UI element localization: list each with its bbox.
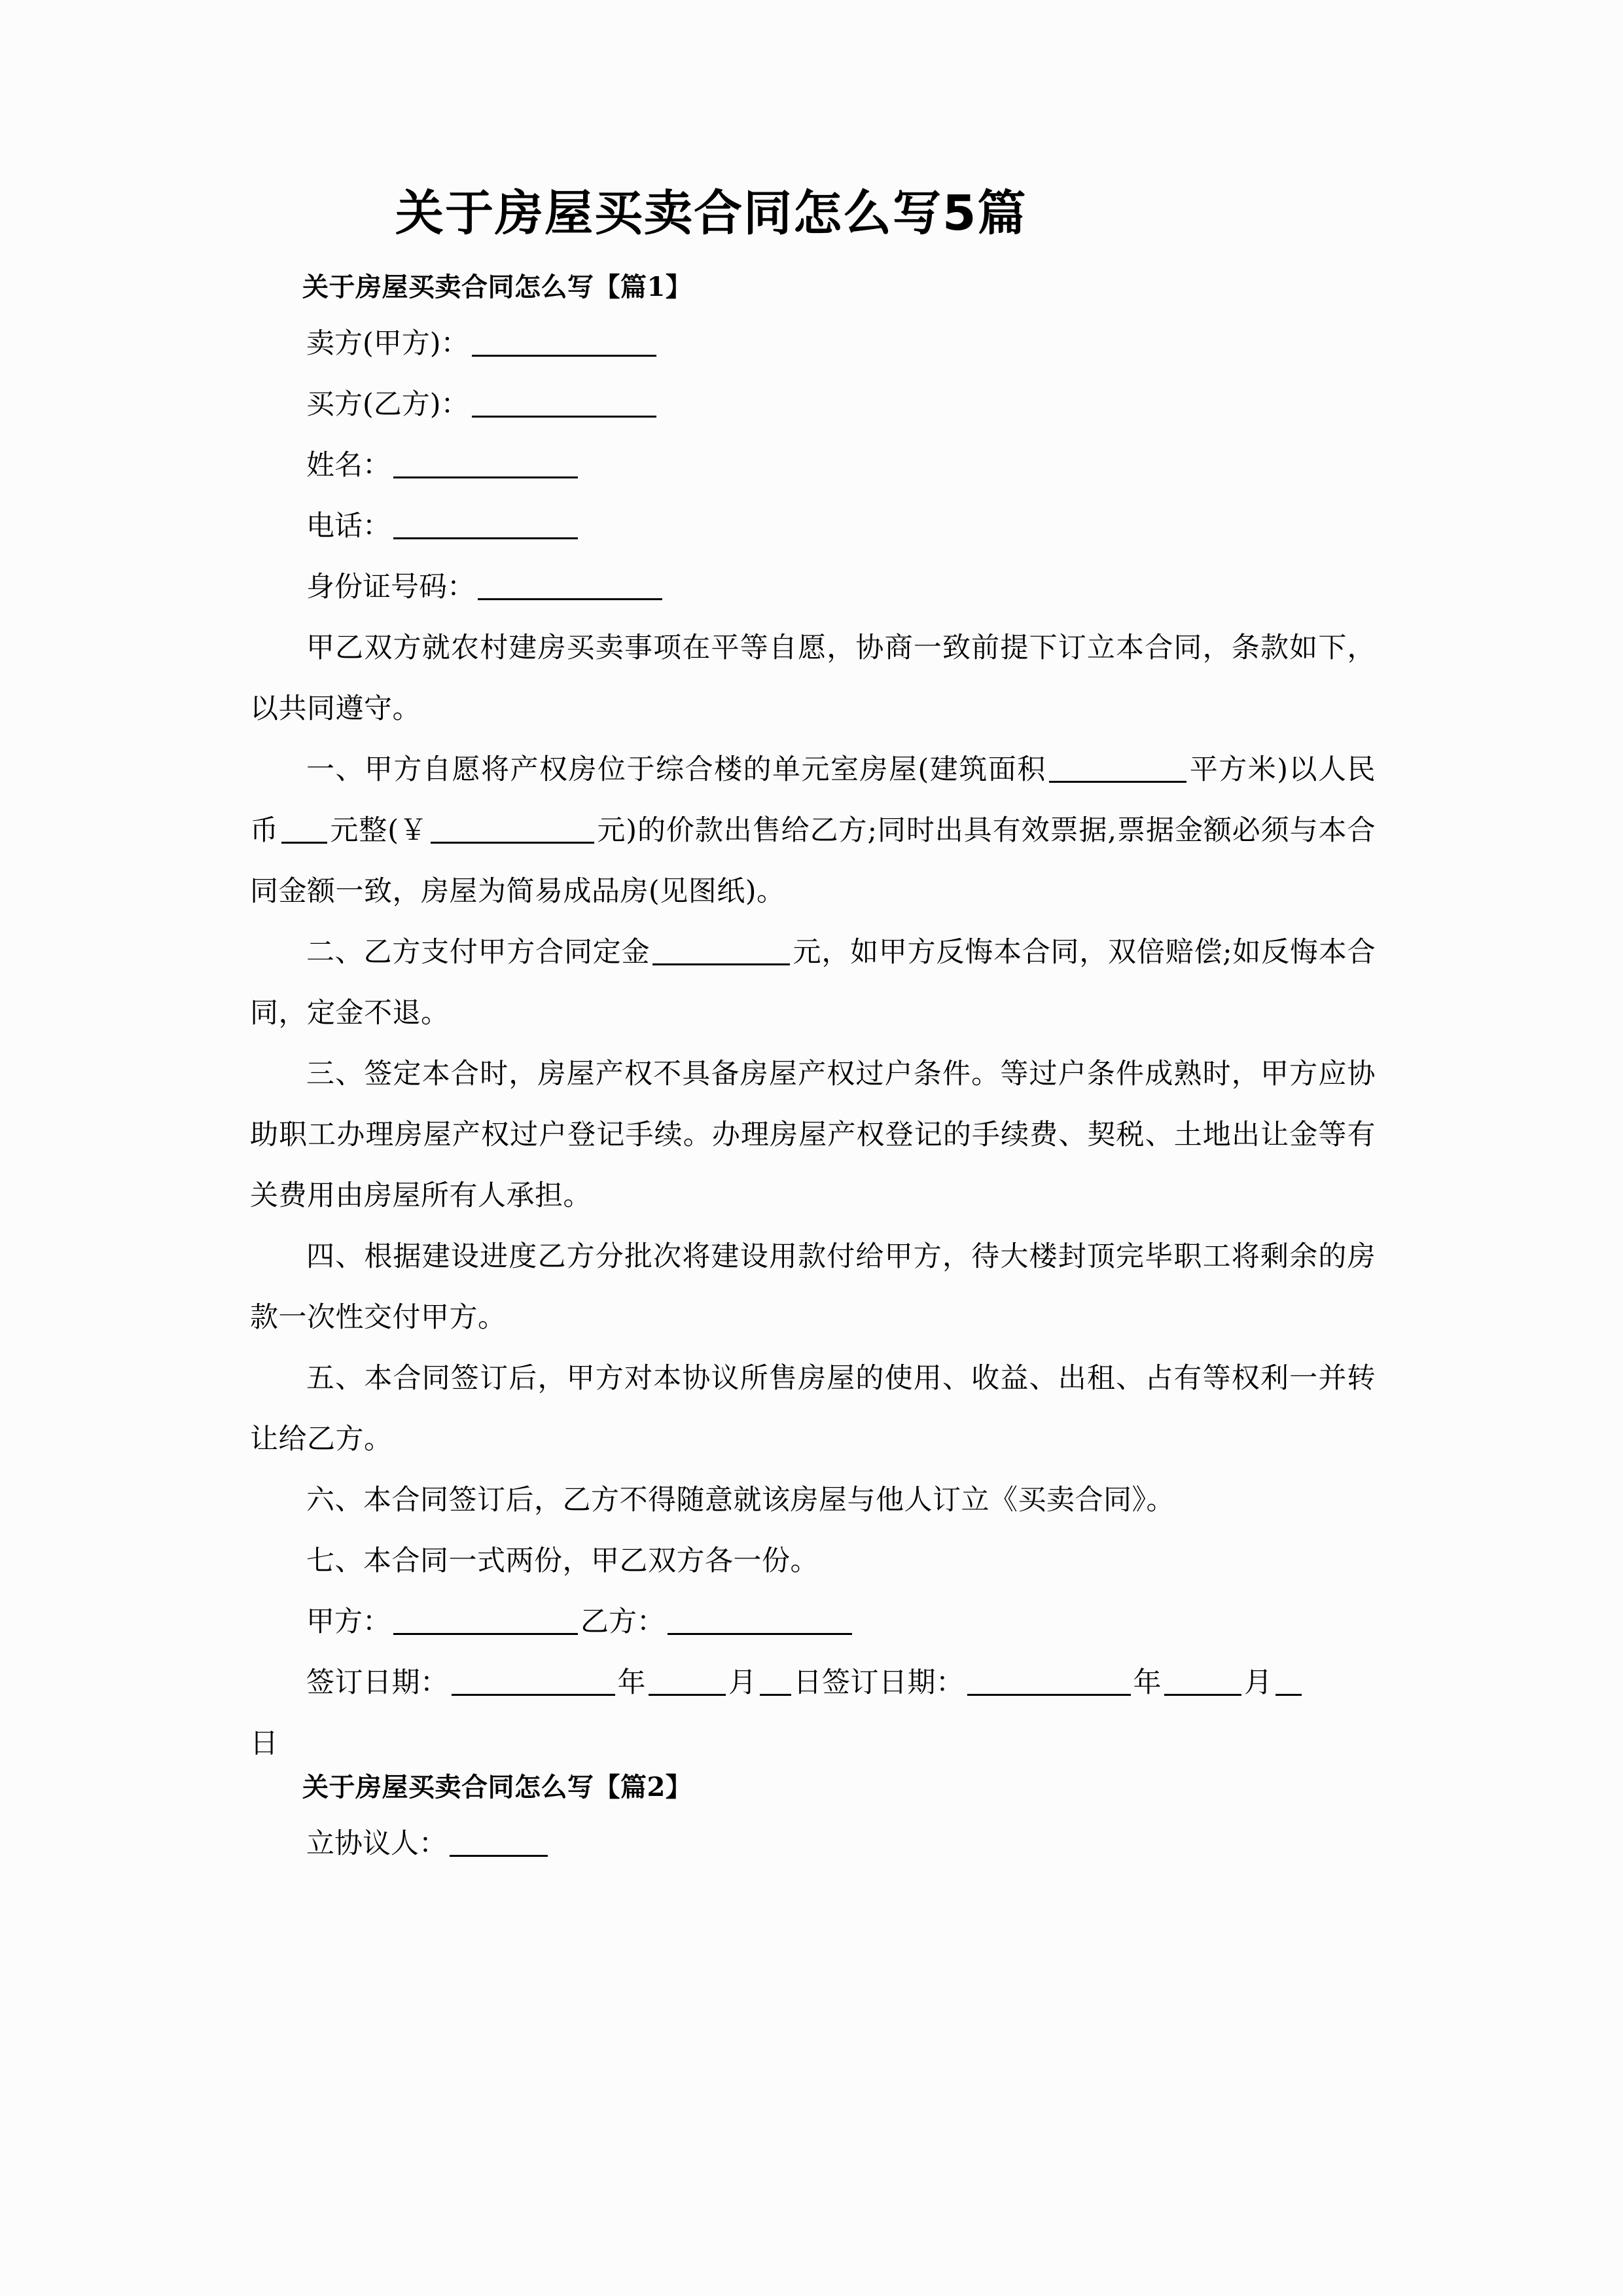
field-buyer-party-b <box>250 374 1376 435</box>
field-rule-seller[interactable] <box>472 355 656 357</box>
clause-2 <box>250 922 1376 1044</box>
title-spacer <box>250 244 1376 274</box>
preamble-paragraph: 甲乙双方就农村建房买卖事项在平等自愿，协商一致前提下订立本合同，条款如下，以共同遵守。 <box>250 631 1376 725</box>
heading-spacer-2 <box>250 1801 1376 1814</box>
date-line <box>250 1653 1376 1713</box>
field-label-phone: 电话： <box>306 509 391 543</box>
signature-line <box>250 1592 1376 1653</box>
date-rule-b-month[interactable] <box>1164 1694 1241 1696</box>
date-year-a: 年 <box>617 1666 646 1699</box>
clause-3: 三、签定本合时，房屋产权不具备房屋产权过户条件。等过户条件成熟时，甲方应协助职工办理房屋产权过户登记手续。办理房屋产权登记的手续费、契税、土地出让金等有关费用由房屋所有人承担。 <box>250 1057 1376 1212</box>
signature-label-party-a: 甲方： <box>306 1605 391 1638</box>
section-heading-2: 关于房屋买卖合同怎么写【篇2】 <box>302 1771 692 1803</box>
field-rule-name[interactable] <box>393 476 578 478</box>
date-line-overflow <box>250 1713 1376 1774</box>
field-rule-phone[interactable] <box>393 537 578 539</box>
clause-1-blank-area[interactable] <box>1049 781 1186 783</box>
signature-label-party-b: 乙方： <box>580 1605 665 1638</box>
signature-rule-party-a[interactable] <box>393 1633 578 1635</box>
clause-1-blank-amount-num[interactable] <box>431 842 594 844</box>
date-month-a: 月 <box>728 1666 757 1699</box>
heading-spacer-1 <box>250 300 1376 314</box>
clause-4: 四、根据建设进度乙方分批次将建设用款付给甲方，待大楼封顶完毕职工将剩余的房款一次性交付甲方。 <box>250 1240 1376 1334</box>
field-seller-party-a <box>250 314 1376 374</box>
signature-rule-party-b[interactable] <box>668 1633 852 1635</box>
document-content <box>250 0 1376 1874</box>
clause-1-text-d: 元)的价款出售给乙方;同时出具有效票据,票据金额必须与本合同金额一致，房屋为简易成品房(见图纸)。 <box>250 814 1376 908</box>
section-pian-2 <box>250 1771 1376 1874</box>
date-day-b: 日 <box>250 1727 279 1760</box>
field-label-buyer: 买方(乙方)： <box>306 387 469 421</box>
date-rule-a-year[interactable] <box>452 1694 615 1696</box>
section-pian-1 <box>250 271 1376 1774</box>
clause-1-text-a: 一、甲方自愿将产权房位于综合楼的单元室房屋(建筑面积 <box>306 753 1046 786</box>
field-label-id-number: 身份证号码： <box>306 570 475 603</box>
date-day-a: 日 <box>793 1666 822 1699</box>
field-rule-id-number[interactable] <box>478 598 662 600</box>
section-heading-1: 关于房屋买卖合同怎么写【篇1】 <box>302 271 692 302</box>
clause-1-text-b: 平方米)以人民币 <box>250 753 1376 847</box>
field-label-agreement-maker: 立协议人： <box>306 1827 447 1860</box>
field-rule-agreement-maker[interactable] <box>450 1855 548 1857</box>
date-rule-b-year[interactable] <box>967 1694 1131 1696</box>
field-label-name: 姓名： <box>306 448 391 482</box>
clause-6: 六、本合同签订后，乙方不得随意就该房屋与他人订立《买卖合同》。 <box>306 1483 1175 1516</box>
clause-2-blank-deposit[interactable] <box>652 963 790 965</box>
date-month-b: 月 <box>1244 1666 1273 1699</box>
field-phone <box>250 496 1376 557</box>
field-rule-buyer[interactable] <box>472 416 656 418</box>
clause-2-text-a: 二、乙方支付甲方合同定金 <box>306 935 651 969</box>
clause-7: 七、本合同一式两份，甲乙双方各一份。 <box>306 1544 819 1577</box>
field-agreement-maker <box>250 1814 1376 1874</box>
clause-2-text-b: 元，如甲方反悔本合同，双倍赔偿;如反悔本合同，定金不退。 <box>250 935 1376 1030</box>
clause-1 <box>250 740 1376 922</box>
clause-1-blank-amount-cn[interactable] <box>281 842 327 844</box>
date-rule-b-day[interactable] <box>1275 1694 1302 1696</box>
date-year-b: 年 <box>1133 1666 1162 1699</box>
date-label-a: 签订日期： <box>306 1666 449 1699</box>
clause-1-text-c: 元整(￥ <box>329 814 428 847</box>
date-rule-a-month[interactable] <box>649 1694 726 1696</box>
page-title: 关于房屋买卖合同怎么写5篇 <box>395 185 1027 242</box>
date-line-inner <box>250 1653 1304 1713</box>
field-label-seller: 卖方(甲方)： <box>306 327 469 360</box>
field-name <box>250 435 1376 496</box>
clause-5: 五、本合同签订后，甲方对本协议所售房屋的使用、收益、出租、占有等权利一并转让给乙方。 <box>250 1361 1376 1456</box>
field-id-number <box>250 557 1376 618</box>
date-label-b: 签订日期： <box>822 1666 965 1699</box>
date-rule-a-day[interactable] <box>760 1694 791 1696</box>
